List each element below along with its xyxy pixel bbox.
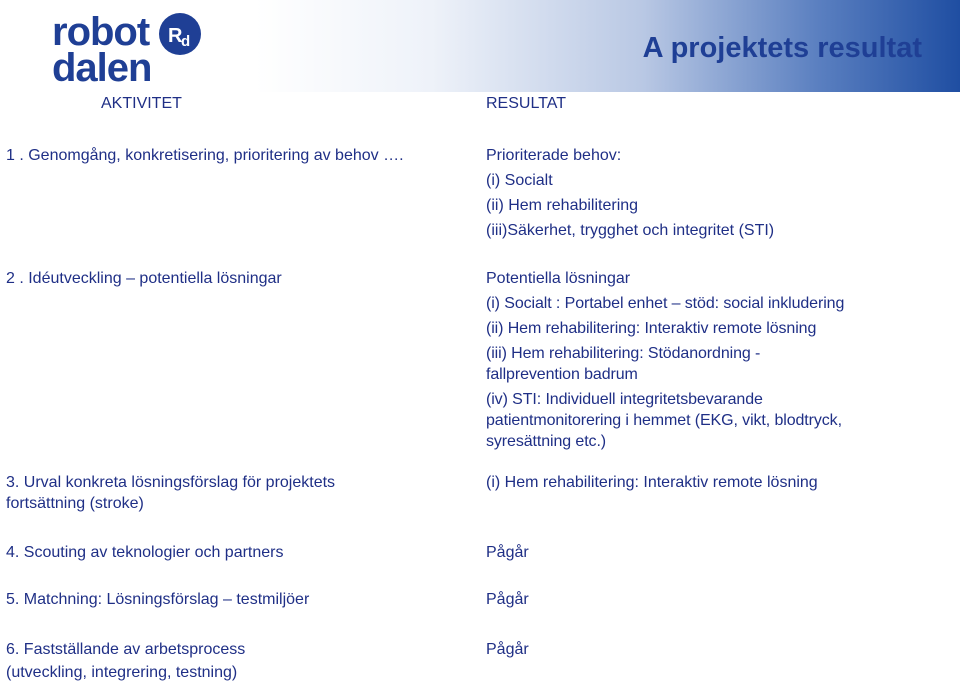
row2-result-item: syresättning etc.)	[486, 433, 607, 450]
row1-activity: 1 . Genomgång, konkretisering, prioritering av behov ….	[6, 147, 404, 164]
row3-activity-cont: fortsättning (stroke)	[6, 495, 144, 512]
row2-activity: 2 . Idéutveckling – potentiella lösningar	[6, 270, 282, 287]
row6-activity-cont: (utveckling, integrering, testning)	[6, 664, 238, 681]
row2-result-item: (iv) STI: Individuell integritetsbevarande	[486, 391, 763, 408]
logo-word-robot: robot	[52, 10, 150, 54]
column-header-activity: AKTIVITET	[101, 95, 182, 112]
row2-result-item: (iii) Hem rehabilitering: Stödanordning -	[486, 345, 761, 362]
page-title: A projektets resultat	[642, 32, 922, 64]
column-header-result: RESULTAT	[486, 95, 567, 112]
row2-result-heading: Potentiella lösningar	[486, 270, 631, 287]
row2-result-item: (ii) Hem rehabilitering: Interaktiv remote lösning	[486, 320, 817, 337]
row2-result-item: patientmonitorering i hemmet (EKG, vikt, blodtryck,	[486, 412, 842, 429]
svg-text:R: R	[168, 25, 183, 47]
row2-result-item: fallprevention badrum	[486, 366, 638, 383]
row3-result: (i) Hem rehabilitering: Interaktiv remote lösning	[486, 474, 818, 491]
row1-result-item: (i) Socialt	[486, 172, 553, 189]
row1-result-item: (ii) Hem rehabilitering	[486, 197, 639, 214]
row3-activity: 3. Urval konkreta lösningsförslag för projektets	[6, 474, 336, 491]
row1-result-item: (iii)Säkerhet, trygghet och integritet (STI)	[486, 222, 775, 239]
robotdalen-logo	[46, 8, 226, 88]
row4-result: Pågår	[486, 544, 529, 561]
row1-result-heading: Prioriterade behov:	[486, 147, 622, 164]
logo-mark-icon	[158, 12, 202, 56]
svg-text:d: d	[181, 33, 191, 50]
row6-result: Pågår	[486, 641, 529, 658]
row2-result-item: (i) Socialt : Portabel enhet – stöd: social inkludering	[486, 295, 845, 312]
row5-activity: 5. Matchning: Lösningsförslag – testmiljöer	[6, 591, 310, 608]
row5-result: Pågår	[486, 591, 529, 608]
row6-activity: 6. Fastställande av arbetsprocess	[6, 641, 246, 658]
logo-word-dalen: dalen	[52, 46, 152, 90]
row4-activity: 4. Scouting av teknologier och partners	[6, 544, 284, 561]
